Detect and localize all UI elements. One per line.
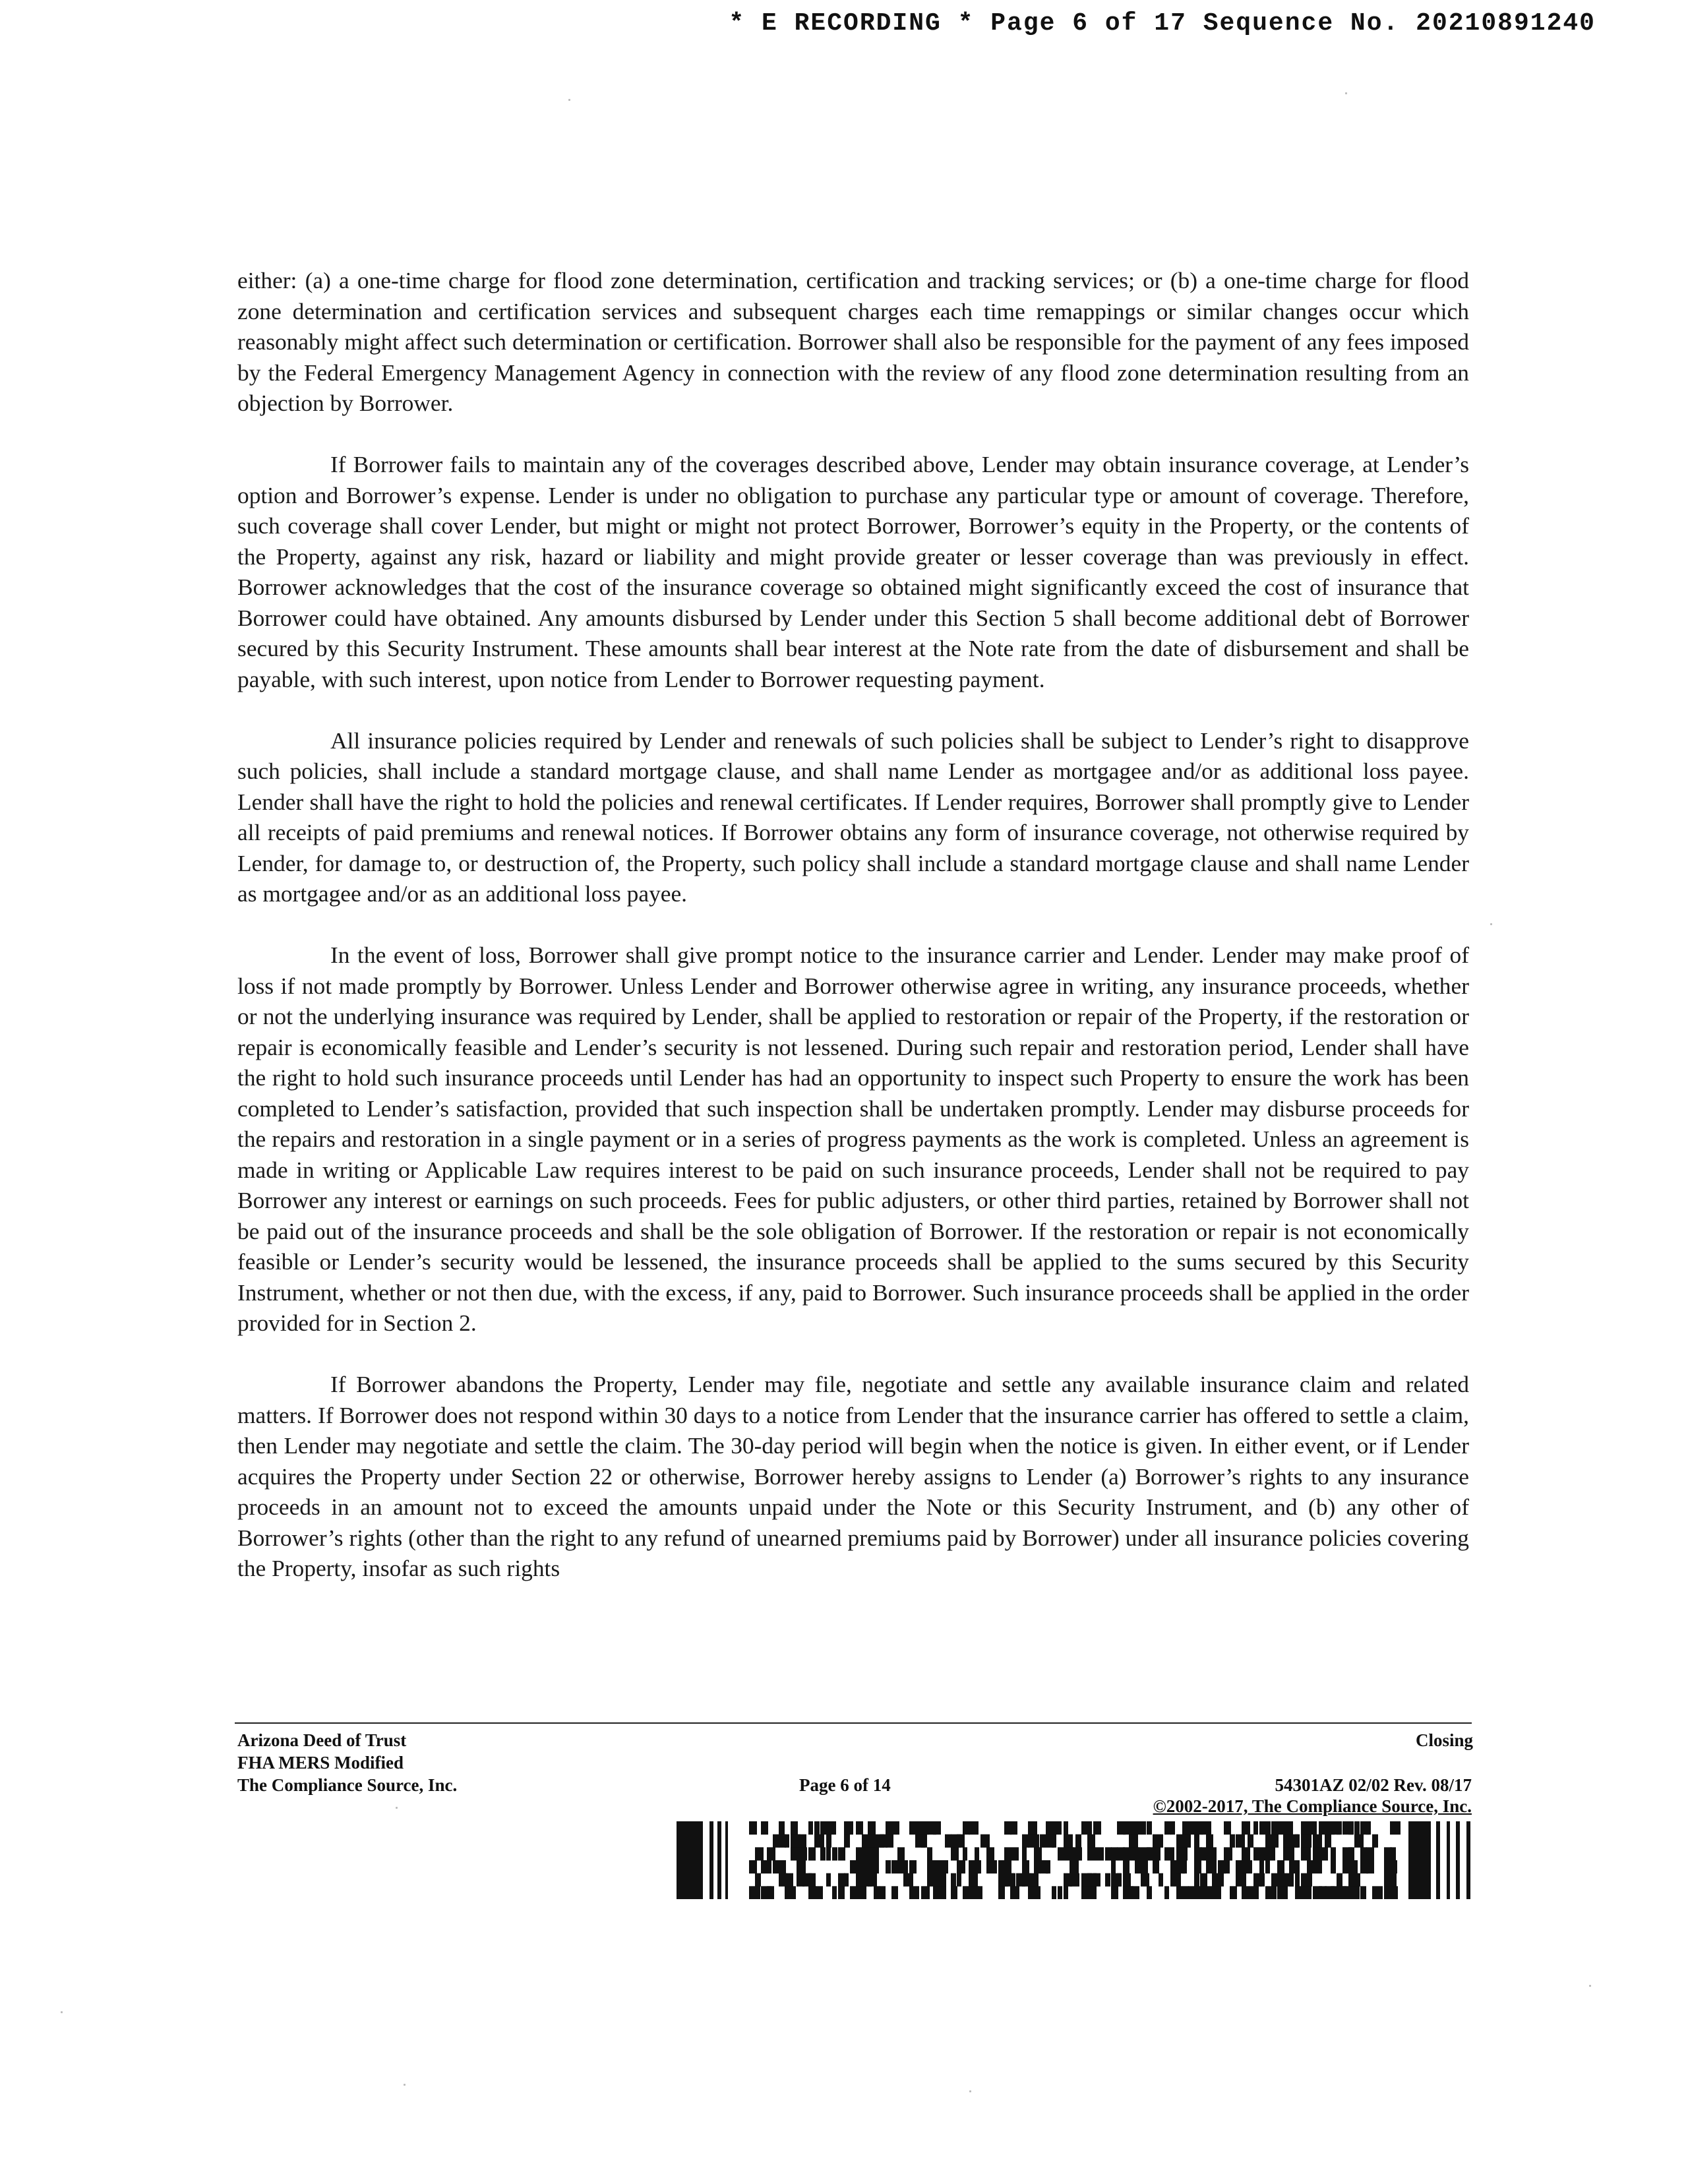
footer-document-type: Closing xyxy=(1415,1730,1473,1750)
footer-divider xyxy=(235,1722,1472,1724)
paragraph-abandonment: If Borrower abandons the Property, Lender may file, negotiate and settle any available insurance claim and related matters. If Borrower does not respond within 30 days to a notice from Lender that the insurance carrier has offered to settle a claim, then Lender may negotiate and settle the claim. The 30-day period will begin when the notice is given. In either event, or if Lender acquires the Property under Section 22 or otherwise, Borrower hereby assigns to Lender (a) Borrower’s rights to any insurance proceeds in an amount not to exceed the amounts unpaid under the Note or this Security Instrument, and (b) any other of Borrower’s rights (other than the right to any refund of unearned premiums paid by Borrower) under all insurance policies covering the Property, insofar as such rights xyxy=(237,1371,1469,1581)
footer-page-number: Page 6 of 14 xyxy=(799,1775,891,1795)
paragraph-lender-coverage: If Borrower fails to maintain any of the coverages described above, Lender may obtain insurance coverage, at Lender’s option and Borrower’s expense. Lender is under no obligation to purchase any particular type or amount of coverage. Therefore, such coverage shall cover Lender, but might or might not protect Borrower, Borrower’s equity in the Property, or the contents of the Property, against any risk, hazard or liability and might provide greater or lesser coverage than was previously in effect. Borrower acknowledges that the cost of the insurance coverage so obtained might significantly exceed the cost of insurance that Borrower could have obtained. Any amounts disbursed by Lender under this Section 5 shall become additional debt of Borrower secured by this Security Instrument. These amounts shall bear interest at the Note rate from the date of disbursement and shall be payable, with such interest, upon notice from Lender to Borrower requesting payment. xyxy=(237,451,1469,692)
paragraph-event-of-loss: In the event of loss, Borrower shall give prompt notice to the insurance carrier and Lender. Lender may make proof of loss if not made promptly by Borrower. Unless Lender and Borrower otherwise agree in writing, any insurance proceeds, whether or not the underlying insurance was required by Lender, shall be applied to restoration or repair of the Property, if the restoration or repair is economically feasible and Lender’s security is not lessened. During such repair and restoration period, Lender shall have the right to hold such insurance proceeds until Lender has had an opportunity to inspect such Property to ensure the work has been completed to Lender’s satisfaction, provided that such inspection shall be undertaken promptly. Lender may disburse proceeds for the repairs and restoration in a single payment or in a series of progress payments as the work is completed. Unless an agreement is made in writing or Applicable Law requires interest to be paid on such insurance proceeds, Lender shall not be required to pay Borrower any interest or earnings on such proceeds. Fees for public adjusters, or other third parties, retained by Borrower shall not be paid out of the insurance proceeds and shall be the sole obligation of Borrower. If the restoration or repair is not economically feasible or Lender’s security would be lessened, the insurance proceeds shall be applied to the sums secured by this Security Instrument, whether or not then due, with the excess, if any, paid to Borrower. Such insurance proceeds shall be applied in the order provided for in Section 2. xyxy=(237,942,1469,1336)
paragraph-insurance-policies: All insurance policies required by Lender and renewals of such policies shall be subject to Lender’s right to disapprove such policies, shall include a standard mortgage clause, and shall name Lender as mortgagee and/or as additional loss payee. Lender shall have the right to hold the policies and renewal certificates. If Lender requires, Borrower shall promptly give to Lender all receipts of paid premiums and renewal notices. If Borrower obtains any form of insurance coverage, not otherwise required by Lender, for damage to, or destruction of, the Property, such policy shall include a standard mortgage clause and shall name Lender as mortgagee and/or as an additional loss payee. xyxy=(237,727,1469,907)
footer-form-info xyxy=(237,1729,457,1796)
footer-copyright: ©2002-2017, The Compliance Source, Inc. xyxy=(1153,1796,1472,1816)
document-body xyxy=(237,265,1469,1614)
footer-form-number: 54301AZ 02/02 Rev. 08/17 xyxy=(1275,1775,1472,1795)
footer-form-subtitle: FHA MERS Modified xyxy=(237,1753,404,1773)
footer-publisher: The Compliance Source, Inc. xyxy=(237,1775,458,1795)
paragraph-flood-determination: either: (a) a one-time charge for flood zone determination, certification and tracking services; or (b) a one-time charge for flood zone determination and certification services and subsequent charges each time remappings or similar changes occur which reasonably might affect such determination or certification. Borrower shall also be responsible for the payment of any fees imposed by the Federal Emergency Management Agency in connection with the review of any flood zone determination resulting from an objection by Borrower. xyxy=(237,267,1469,416)
recording-header: * E RECORDING * Page 6 of 17 Sequence No. 20210891240 xyxy=(729,9,1596,38)
pdf417-barcode-image xyxy=(677,1821,1473,1899)
footer-form-title: Arizona Deed of Trust xyxy=(237,1730,407,1750)
